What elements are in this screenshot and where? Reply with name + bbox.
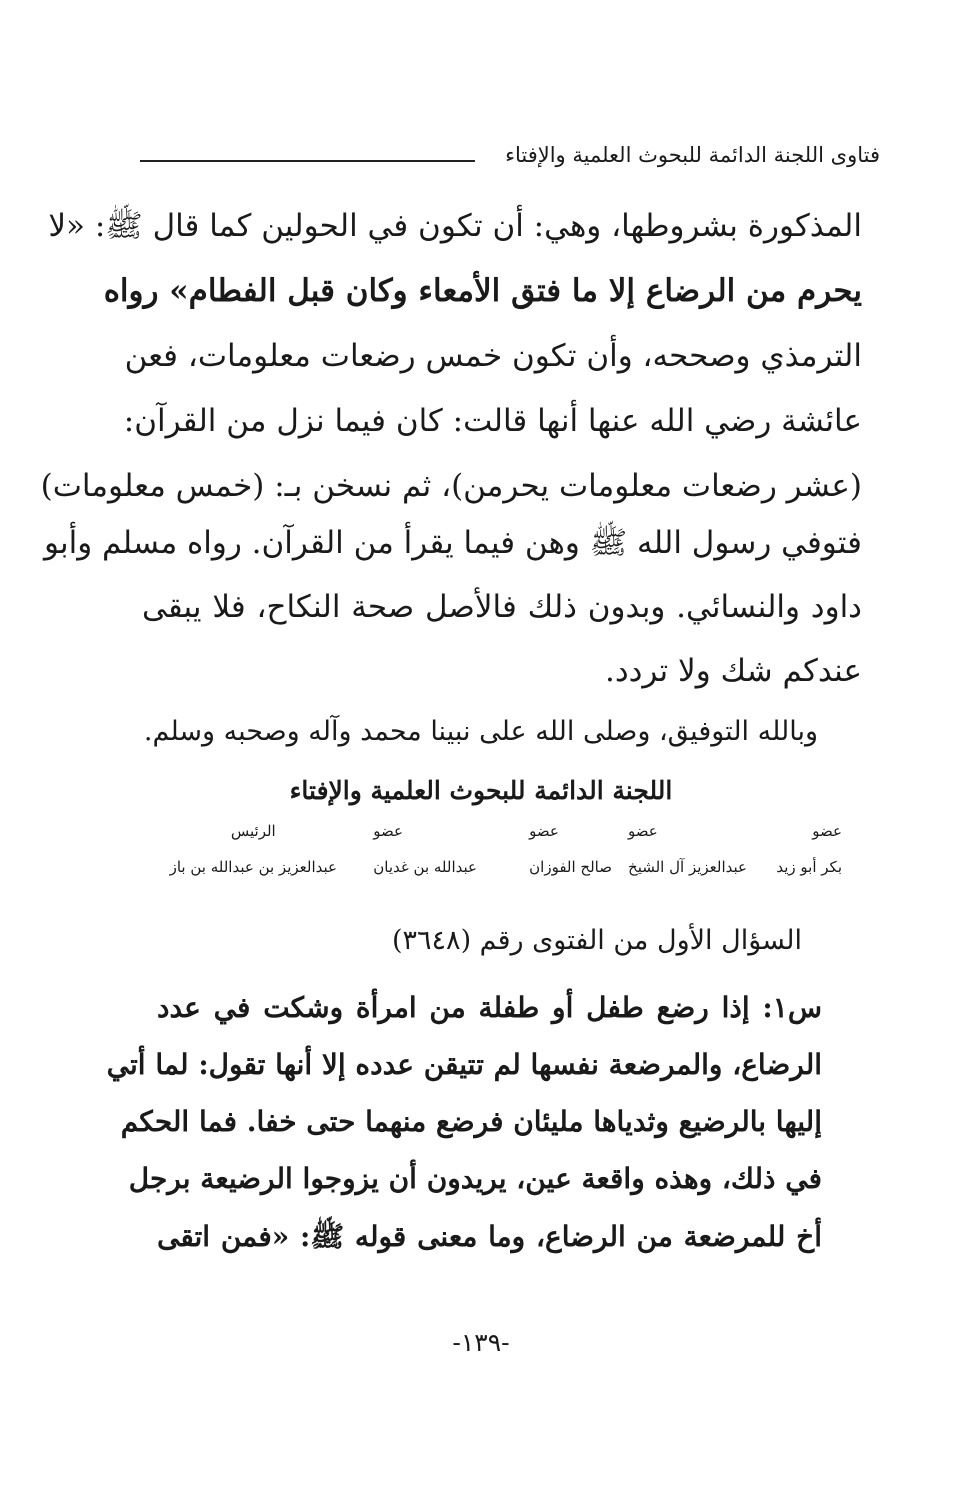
body-line: (عشر رضعات معلومات يحرمن)، ثم نسخن بـ: (خمس معلومات) — [40, 468, 862, 504]
signatory-title: عضو — [812, 822, 842, 840]
signatory-name: عبدالعزيز آل الشيخ — [628, 858, 747, 876]
question-line: في ذلك، وهذه واقعة عين، يريدون أن يزوجوا الرضيعة برجل — [128, 1162, 822, 1195]
signatory-title: الرئيس — [230, 822, 276, 840]
running-header: فتاوى اللجنة الدائمة للبحوث العلمية والإفتاء — [505, 143, 880, 167]
signatory-title: عضو — [373, 822, 403, 840]
question-line: س١: إذا رضع طفل أو طفلة من امرأة وشكت في عدد — [157, 991, 822, 1024]
body-line: المذكورة بشروطها، وهي: أن تكون في الحولين كما قال ﷺ: «لا — [48, 208, 862, 244]
page-number: -١٣٩- — [452, 1328, 510, 1357]
body-line: يحرم من الرضاع إلا ما فتق الأمعاء وكان قبل الفطام» رواه — [103, 273, 862, 309]
question-title: السؤال الأول من الفتوى رقم (٣٦٤٨) — [392, 925, 802, 956]
signatory — [776, 822, 842, 876]
signatory — [628, 822, 747, 876]
body-line: عائشة رضي الله عنها أنها قالت: كان فيما نزل من القرآن: — [123, 403, 862, 439]
question-line: أخ للمرضعة من الرضاع، وما معنى قوله ﷺ: «فمن اتقى — [157, 1220, 822, 1253]
signatory-name: عبدالله بن غديان — [373, 858, 477, 876]
committee-name: اللجنة الدائمة للبحوث العلمية والإفتاء — [289, 776, 673, 805]
question-line: الرضاع، والمرضعة نفسها لم تتيقن عدده إلا أنها تقول: لما أتي — [106, 1048, 822, 1081]
body-line: داود والنسائي. وبدون ذلك فالأصل صحة النكاح، فلا يبقى — [142, 589, 862, 625]
signatory-title: عضو — [529, 822, 559, 840]
body-line: فتوفي رسول الله ﷺ وهن فيما يقرأ من القرآن. رواه مسلم وأبو — [43, 525, 862, 561]
signatory-name: بكر أبو زيد — [776, 858, 842, 876]
signatory-name: عبدالعزيز بن عبدالله بن باز — [169, 858, 337, 876]
signatory — [373, 822, 477, 876]
signatory — [529, 822, 612, 876]
body-line: عندكم شك ولا تردد. — [604, 653, 862, 689]
question-line: إليها بالرضيع وثدياها مليئان فرضع منهما حتى خفا. فما الحكم — [120, 1105, 822, 1138]
closing-blessing: وبالله التوفيق، وصلى الله على نبينا محمد وآله وصحبه وسلم. — [143, 716, 819, 747]
signatory — [170, 822, 337, 876]
signatory-name: صالح الفوزان — [529, 858, 612, 876]
signatory-title: عضو — [628, 822, 658, 840]
header-rule — [140, 160, 475, 162]
body-line: الترمذي وصححه، وأن تكون خمس رضعات معلومات، فعن — [124, 338, 862, 374]
